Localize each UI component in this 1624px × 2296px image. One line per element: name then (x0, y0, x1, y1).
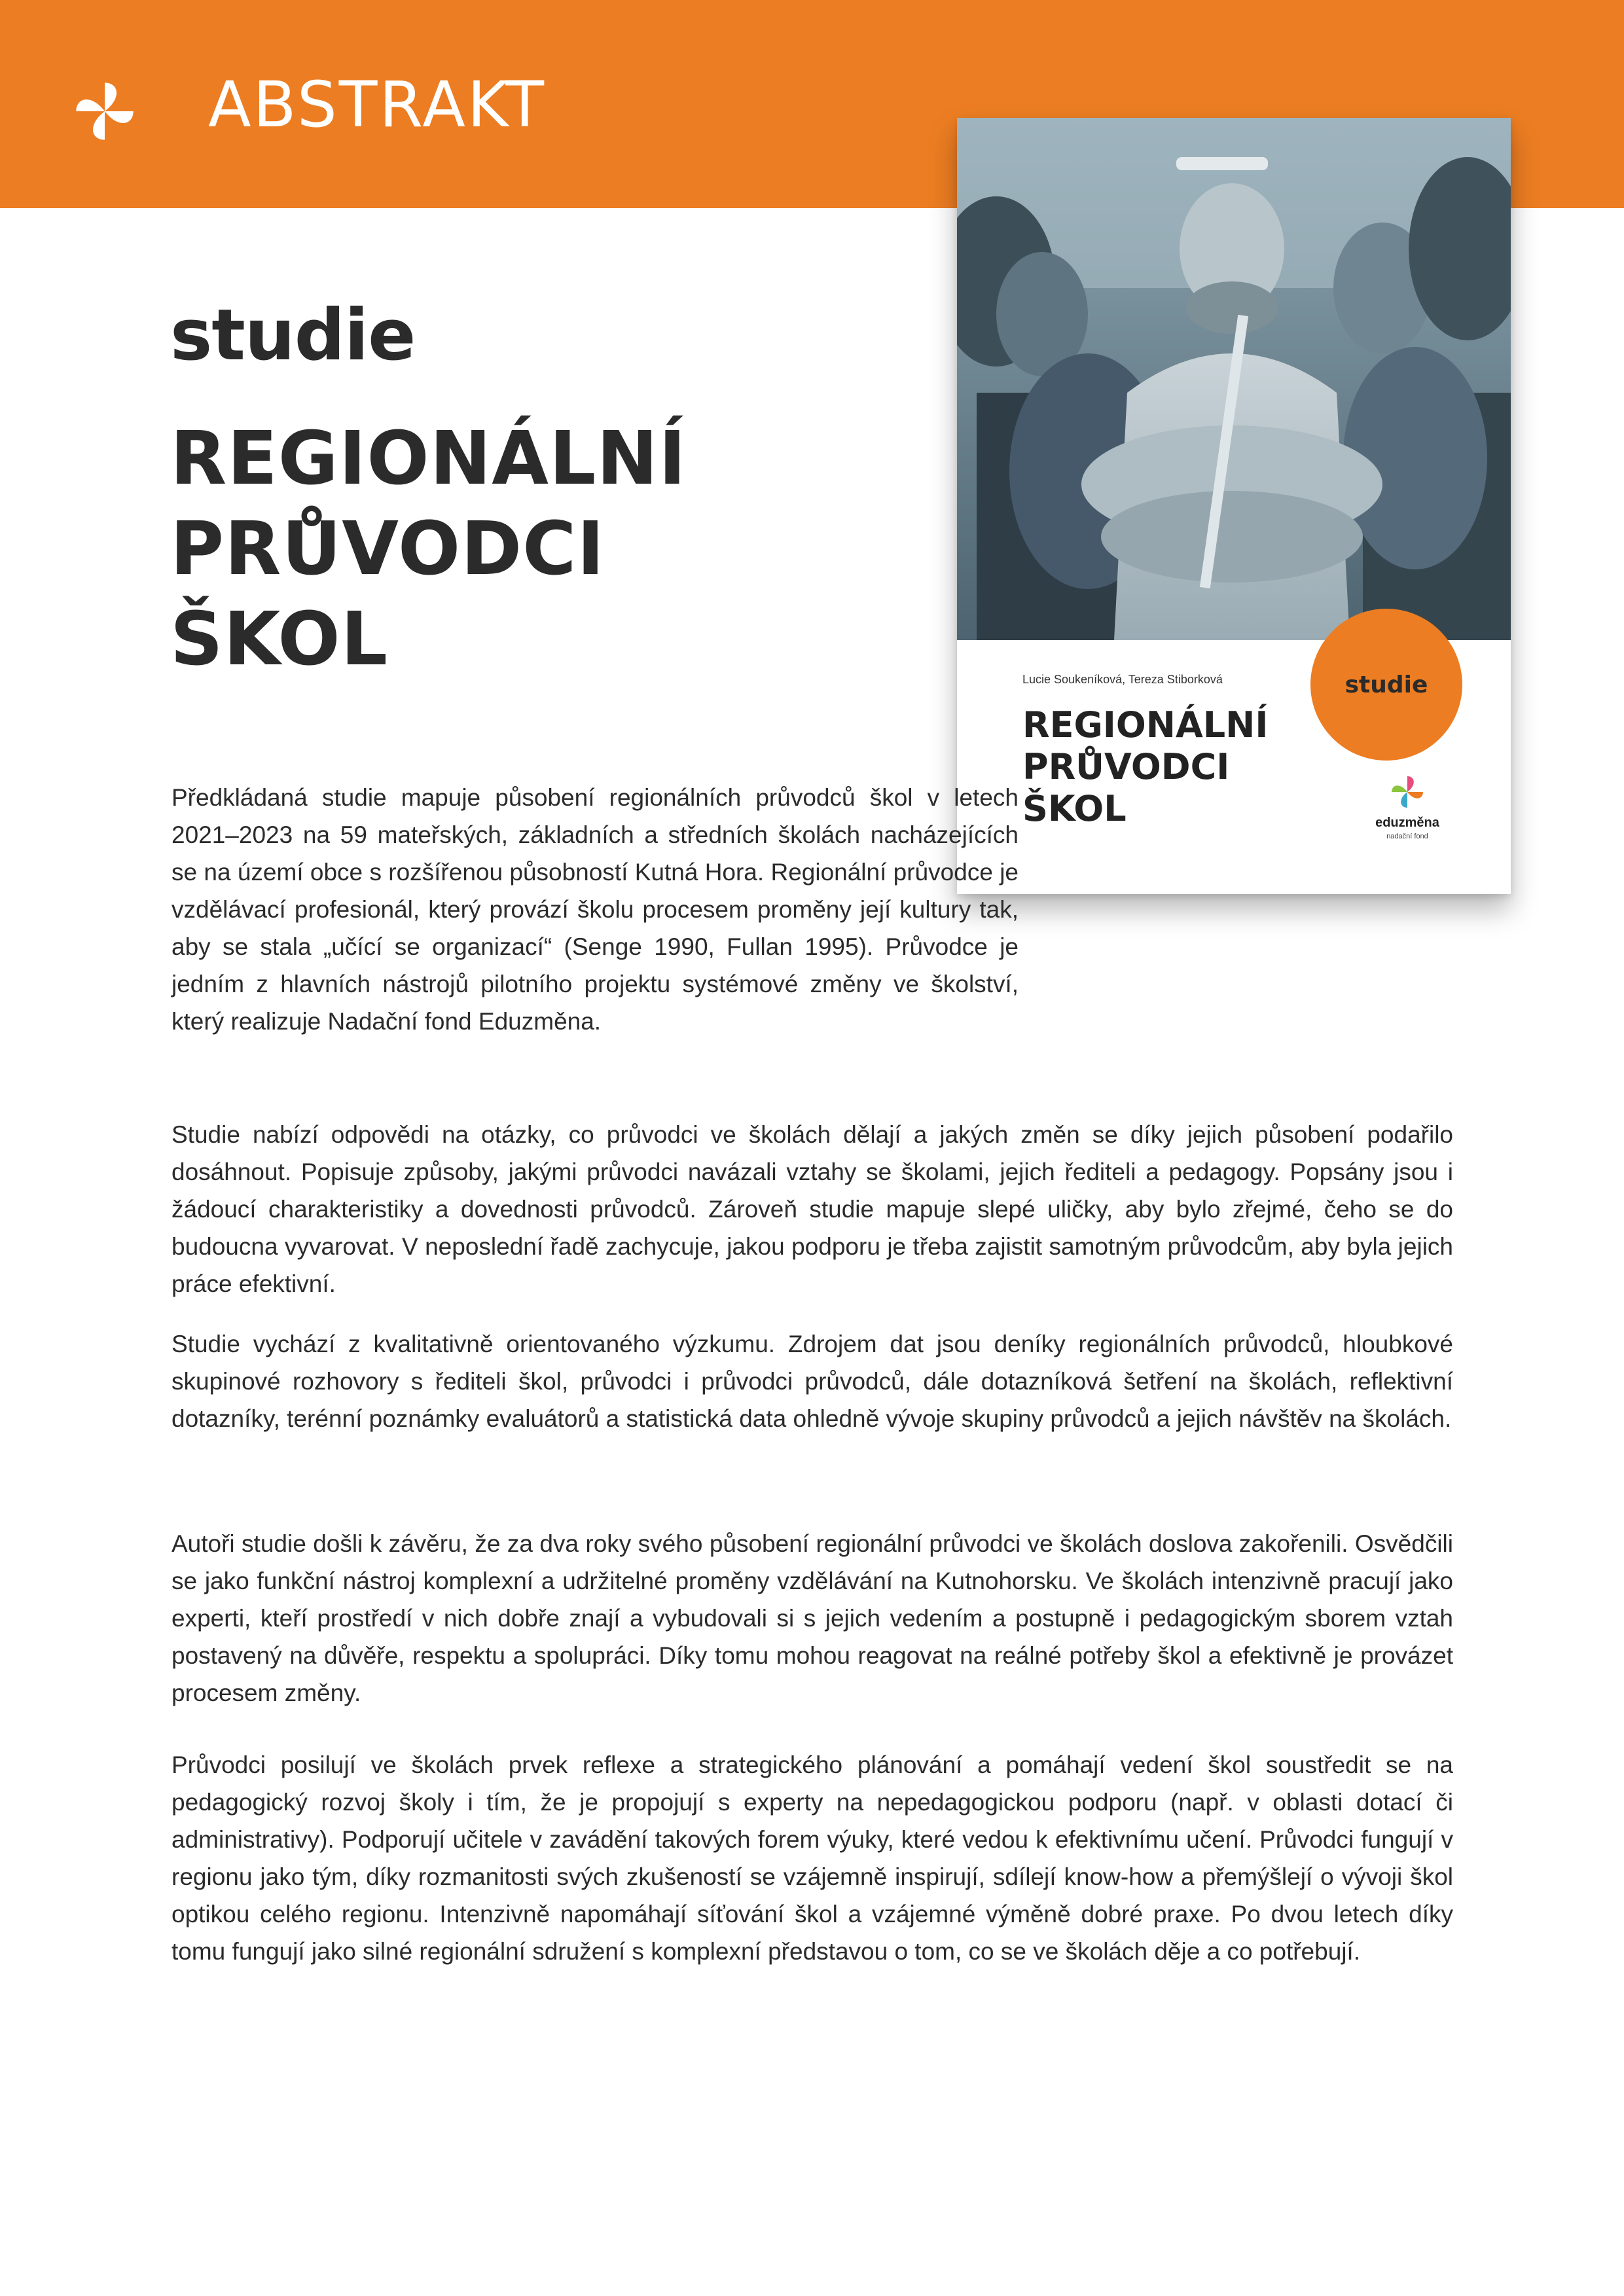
title-line: PRŮVODCI (170, 507, 605, 592)
cover-title-line: REGIONÁLNÍ (1022, 704, 1269, 745)
publisher-subtitle: nadační fond (1386, 833, 1428, 840)
page-title (170, 414, 759, 685)
book-cover (957, 118, 1511, 894)
title-line: ŠKOL (170, 597, 388, 682)
pinwheel-icon (71, 77, 139, 145)
title-line: REGIONÁLNÍ (170, 416, 687, 501)
paragraph: Předkládaná studie mapuje působení regionálních průvodců škol v letech 2021–2023 na 59 mateřských, základních a středních školách nacházejících se na území obce s rozšířenou působností Kutná Hora. Regionální průvodce je vzdělávací profesionál, který provází školu procesem proměny její kultury tak, aby se stala „učící se organizací“ (Senge 1990, Fullan 1995). Průvodce je jedním z hlavních nástrojů pilotního projektu systémové změny ve školství, který realizuje Nadační fond Eduzměna. (171, 784, 1019, 1035)
cover-title-line: ŠKOL (1022, 788, 1127, 829)
cover-title-line: PRŮVODCI (1022, 746, 1230, 787)
publisher-name: eduzměna (1375, 816, 1439, 830)
cover-studie-badge: studie (1310, 609, 1462, 761)
paragraph: Autoři studie došli k závěru, že za dva roky svého působení regionální průvodci ve školách doslova zakořenili. Osvědčili se jako funkční nástroj komplexní a udržitelné proměny vzdělávání na Kutnohorsku. Ve školách intenzivně pracují jako experti, kteří prostředí v nich dobře znají a vybudovali si s jejich vedením a postupně i pedagogickým sborem vztah postavený na důvěře, respektu a spolupráci. Díky tomu mohou reagovat na reálné potřeby škol a efektivně je provázet procesem změny. (171, 1530, 1453, 1706)
paragraph: Studie nabízí odpovědi na otázky, co průvodci ve školách dělají a jakých změn se díky jejich působení podařilo dosáhnout. Popisuje způsoby, jakými průvodci navázali vztahy se školami, jejich řediteli a pedagogy. Popsány jsou i žádoucí charakteristiky a dovednosti průvodců. Zároveň studie mapuje slepé uličky, aby bylo zřejmé, čeho se do budoucna vyvarovat. V neposlední řadě zachycuje, jakou podporu je třeba zajistit samotným průvodcům, aby byla jejich práce efektivní. (171, 1121, 1453, 1297)
document-type-label: studie (170, 295, 416, 376)
paragraph: Studie vychází z kvalitativně orientovaného výzkumu. Zdrojem dat jsou deníky regionálních průvodců, hloubkové skupinové rozhovory s řediteli škol, průvodci i průvodci průvodců, dále dotazníková šetření na školách, reflektivní dotazníky, terénní poznámky evaluátorů a statistická data ohledně vývoje skupiny průvodců a jejich návštěv na školách. (171, 1331, 1453, 1432)
cover-wrap-spacer (1019, 779, 1453, 990)
group-photo-image (957, 118, 1511, 640)
page-header-title: ABSTRAKT (208, 68, 547, 141)
cover-authors: Lucie Soukeníková, Tereza Stiborková (1022, 673, 1223, 686)
intro-paragraph-block (171, 779, 1453, 1040)
paragraph: Průvodci posilují ve školách prvek reflexe a strategického plánování a pomáhají vedení škol soustředit se na pedagogický rozvoj školy i tím, že je propojují s experty na nepedagogickou podporu (např. v oblasti dotací či administrativy). Podporují učitele v zavádění takových forem výuky, které vedou k efektivnímu učení. Průvodci fungují v regionu jako tým, díky rozmanitosti svých zkušeností se vzájemně inspirují, sdílejí know-how a přemýšlejí o vývoji škol optikou celého regionu. Intenzivně napomáhají síťování škol a vzájemné výměně dobré praxe. Po dvou letech díky tomu fungují jako silné regionální sdružení s komplexní představou o tom, co se ve školách děje a co potřebují. (171, 1751, 1453, 1965)
